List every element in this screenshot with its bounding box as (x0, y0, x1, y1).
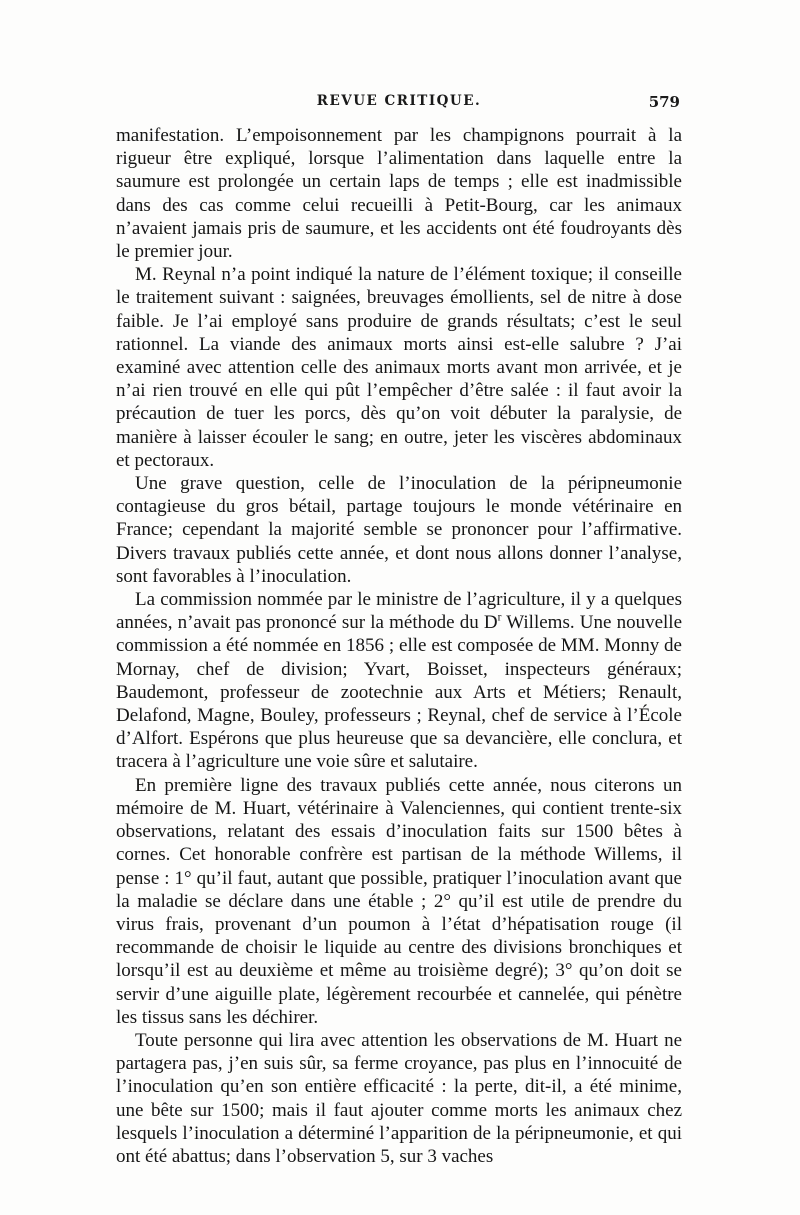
running-title: REVUE CRITIQUE. (316, 93, 482, 109)
paragraph-5: En première ligne des travaux publiés cette année, nous citerons un mémoire de M. Huart, vétérinaire à Valenciennes, qui contient trente-six observations, relatant des essais d’inoculation faits sur 1500 bêtes à cornes. Cet honorable confrère est partisan de la méthode Willems, il pense : 1° qu’il faut, autant que possible, pratiquer l’inoculation avant que la maladie se déclare dans une étable ; 2° qu’il est utile de prendre du virus frais, provenant d’un poumon à l’état d’hépatisation rouge (il recommande de choisir le liquide au centre des divisions bronchiques et lorsqu’il est au deuxième et même au troisième degré); 3° qu’on doit se servir d’une aiguille plate, légèrement recourbée et cannelée, qui pénètre les tissus sans les déchirer. (116, 774, 682, 1028)
paragraph-3: Une grave question, celle de l’inoculation de la péripneumonie contagieuse du gros bétail, partage toujours le monde vétérinaire en France; cependant la majorité semble se prononcer pour l’affirmative. Divers travaux publiés cette année, et dont nous allons donner l’analyse, sont favorables à l’inoculation. (116, 473, 682, 587)
running-head (118, 93, 680, 117)
paragraph-4 (116, 588, 682, 774)
body-text (116, 124, 682, 1168)
paragraph-4-part-2: Willems. Une nouvelle commission a été nommée en 1856 ; elle est composée de MM. Monny de Mornay, chef de division; Yvart, Boisset, inspecteurs généraux; Baudemont, professeur de zootechnie aux Arts et Métiers; Renault, Delafond, Magne, Bouley, professeurs ; Reynal, chef de service à l’École d’Alfort. Espérons que plus heureuse que sa devancière, elle conclura, et tracera à l’agriculture une voie sûre et salutaire. (116, 612, 682, 773)
paragraph-2: M. Reynal n’a point indiqué la nature de l’élément toxique; il conseille le traitement suivant : saignées, breuvages émollients, sel de nitre à dose faible. Je l’ai employé sans produire de grands résultats; c’est le seul rationnel. La viande des animaux morts ainsi est-elle salubre ? J’ai examiné avec attention celle des animaux morts avant mon arrivée, et je n’ai rien trouvé en elle qui pût l’empêcher d’être salée : il faut avoir la précaution de tuer les porcs, dès qu’on voit débuter la paralysie, de manière à laisser écouler le sang; en outre, jeter les viscères abdominaux et pectoraux. (116, 264, 682, 471)
doctor-abbrev-superscript: r (497, 611, 502, 624)
paragraph-1: manifestation. L’empoisonnement par les champignons pourrait à la rigueur être expliqué, lorsque l’alimentation dans laquelle entre la saumure est prolongée un certain laps de temps ; elle est inadmissible dans des cas comme celui recueilli à Petit-Bourg, car les animaux n’avaient jamais pris de saumure, et les accidents ont été foudroyants dès le premier jour. (116, 125, 682, 263)
paragraph-6: Toute personne qui lira avec attention les observations de M. Huart ne partagera pas, j’en suis sûr, sa ferme croyance, pas plus en l’innocuité de l’inoculation qu’en son entière efficacité : la perte, dit-il, a été minime, une bête sur 1500; mais il faut ajouter comme morts les animaux chez lesquels l’inoculation a déterminé l’apparition de la péripneumonie, et qui ont été abattus; dans l’observation 5, sur 3 vaches (116, 1029, 682, 1167)
page-number: 579 (648, 93, 680, 111)
paragraph-4-part-1: La commission nommée par le ministre de l’agriculture, il y a quelques années, n’avait pas prononcé sur la méthode du D (116, 589, 682, 634)
